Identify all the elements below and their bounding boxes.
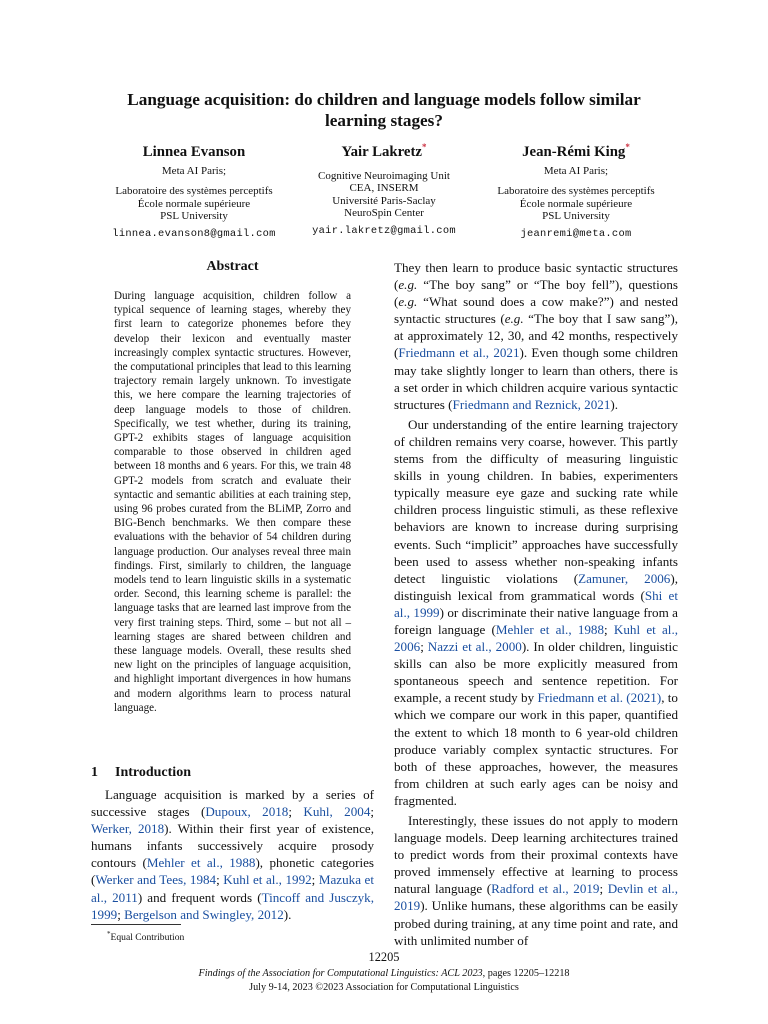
footnote	[107, 928, 184, 944]
text-run: “The boy that I saw sang”), at approximately 12, 30, and 42 months, respectively (	[394, 311, 678, 361]
title-line-1: Language acquisition: do children and language models follow similar	[127, 90, 641, 109]
equal-contribution-mark[interactable]: *	[625, 142, 630, 153]
text-run: ;	[604, 621, 614, 637]
italic-text: e.g.	[398, 277, 418, 293]
author-name: Yair Lakretz*	[341, 142, 427, 160]
citation-link[interactable]: Radford et al., 2019	[491, 881, 600, 897]
text-run: , to which we compare our work in this paper, quantified the extent to which 18 month to 6 year-old children produce variably complex syntactic structures. For both of these approaches, however, the measures from children at such early ages can be noisy and fragmented.	[394, 690, 678, 808]
paragraph	[394, 416, 678, 809]
section-heading-introduction	[91, 764, 191, 781]
text-run: “The boy sang” or “The boy fell”), questions (	[394, 277, 678, 310]
equal-contribution-mark[interactable]: *	[421, 142, 427, 153]
citation-link[interactable]: Kuhl et al., 1992	[223, 872, 312, 888]
author-affiliation: NeuroSpin Center	[344, 206, 424, 219]
abstract-text: During language acquisition, children follow a typical sequence of learning stages, whereby they first learn to categorize phonemes before they develop their lexicon and eventually master increasingly complex syntactic structures. However, the computational principles that lead to this learning trajectory remain largely unknown. To investigate this, we here compare the learning trajectories of deep language models to those of children. Specifically, we test whether, during its training, GPT-2 exhibits stages of language acquisition comparable to those observed in children aged between 18 months and 6 years. For this, we train 48 GPT-2 models from scratch and evaluate their syntactic and semantic abilities at each training step, using 96 probes curated from the BLiMP, Zorro and BIG-Bench benchmarks. We then compare these evaluations with the behavior of 54 children during language production. Our analyses reveal three main findings. First, similarly to children, the language models tend to learn linguistic skills in a systematic order. Second, this learning scheme is parallel: the language tasks that are learned last improve from the very first training steps. Third, some – but not all – learning stages are shared between children and these language models. Overall, these results shed new light on the principles of language acquisition, and highlight important divergences in how humans and modern algorithms learn to process natural language.	[114, 290, 351, 714]
text-run: ), phonetic categories (	[91, 855, 374, 888]
citation-link[interactable]: Friedmann and Reznick, 2021	[452, 396, 611, 412]
footnote-text: Equal Contribution	[110, 932, 185, 944]
author-block-3	[461, 143, 691, 240]
citation-link[interactable]: Friedmann et al. (2021)	[537, 690, 662, 706]
text-run: ).	[283, 906, 292, 922]
author-affiliation: PSL University	[542, 209, 610, 222]
text-run: ;	[117, 906, 125, 922]
text-run: They then learn to produce basic syntactic structures (	[394, 260, 678, 293]
text-run: ). Even though some children may take slightly longer to learn than others, there is a set order in which children acquire various syntactic structures (	[394, 345, 678, 412]
citation-link[interactable]: Werker and Tees, 1984	[95, 872, 217, 888]
right-column-text	[394, 259, 678, 952]
text-run: ) and frequent words (	[137, 889, 262, 905]
author-affiliation: Laboratoire des systèmes perceptifs	[497, 185, 655, 198]
citation-link[interactable]: Bergelson and Swingley, 2012	[124, 906, 284, 922]
author-email-link[interactable]: jeanremi@meta.com	[520, 228, 632, 241]
author-name: Linnea Evanson	[142, 144, 246, 160]
citation-link[interactable]: Zamuner, 2006	[578, 570, 671, 586]
text-run: ;	[288, 804, 304, 820]
text-run: Interestingly, these issues do not apply to modern language models. Deep learning architectures trained to predict words from their proximal contexts have proved immensely effective at learning to process natural language (	[394, 813, 678, 897]
paper-title	[0, 89, 768, 131]
citation-link[interactable]: Mehler et al., 1988	[146, 855, 256, 871]
section-title: Introduction	[115, 765, 191, 780]
author-affiliation: École normale supérieure	[519, 197, 633, 210]
citation-link[interactable]: Mehler et al., 1988	[495, 621, 605, 637]
footnote-rule	[91, 924, 181, 925]
citation-link[interactable]: Dupoux, 2018	[205, 804, 289, 820]
citation-link[interactable]: Werker, 2018	[91, 821, 165, 837]
citation-link[interactable]: Mazuka et al., 2011	[91, 872, 374, 905]
italic-text: e.g.	[398, 294, 418, 310]
page-number: 12205	[368, 950, 400, 964]
paragraph	[394, 812, 678, 949]
author-affiliation: CEA, INSERM	[349, 182, 419, 195]
citation-link[interactable]: Kuhl, 2004	[303, 804, 371, 820]
footer-venue-line	[0, 967, 768, 980]
text-run: ;	[216, 872, 224, 888]
citation-link[interactable]: Devlin et al., 2019	[394, 881, 678, 914]
citation-link[interactable]: Kuhl et al., 2006	[394, 621, 678, 655]
citation-link[interactable]: Nazzi et al., 2000	[427, 639, 522, 655]
section-number: 1	[91, 765, 98, 780]
author-affiliation: Meta AI Paris;	[543, 165, 609, 177]
text-run: ) or discriminate their native language from a foreign language (	[394, 604, 678, 637]
paragraph	[91, 786, 374, 923]
author-email-link[interactable]: linnea.evanson8@gmail.com	[112, 228, 276, 241]
text-run: ;	[420, 639, 428, 655]
paragraph	[394, 259, 678, 413]
author-affiliation: Université Paris-Saclay	[332, 194, 436, 207]
text-run: ).	[610, 396, 619, 412]
footnote-mark: *	[107, 930, 111, 938]
author-affiliation: Cognitive Neuroimaging Unit	[318, 170, 450, 182]
author-name: Jean-Rémi King*	[522, 142, 630, 160]
text-run: ;	[311, 872, 319, 888]
introduction-left-column	[91, 786, 374, 923]
author-email-link[interactable]: yair.lakretz@gmail.com	[312, 225, 456, 238]
citation-link[interactable]: Tincoff and Jusczyk, 1999	[91, 889, 374, 922]
citation-link[interactable]: Shi et al., 1999	[394, 587, 678, 620]
author-affiliation: Meta AI Paris;	[161, 165, 227, 177]
author-affiliation: Laboratoire des systèmes perceptifs	[115, 185, 273, 198]
citation-link[interactable]: Friedmann et al., 2021	[398, 345, 520, 361]
text-run: ). Unlike humans, these algorithms can be easily probed during training, at any time point and rate, and with unlimited number of	[394, 898, 678, 948]
author-affiliation: PSL University	[160, 209, 228, 222]
footer-date-line: July 9-14, 2023 ©2023 Association for Computational Linguistics	[249, 982, 519, 993]
text-run: ;	[599, 881, 608, 897]
italic-text: e.g.	[504, 311, 524, 327]
text-run: ), distinguish lexical from grammatical words (	[394, 570, 678, 603]
author-affiliation: École normale supérieure	[137, 197, 251, 210]
abstract-heading: Abstract	[206, 259, 259, 274]
footer-pages: , pages 12205–12218	[482, 968, 570, 979]
footer-venue: Findings of the Association for Computational Linguistics: ACL 2023	[198, 968, 483, 979]
text-run: ). Within their first year of existence, humans infants successively acquire prosody contours (	[91, 821, 374, 871]
title-line-2: learning stages?	[325, 111, 443, 130]
text-run: Our understanding of the entire learning trajectory of children remains very coarse, however. This partly stems from the difficulty of measuring linguistic skills in young children. In babies, experimenters typically measure eye gaze and sucking rate while children process linguistic stimuli, as these reflexive behaviors are known to increase during surprising events. Such “implicit” approaches have successfully been used to assess whether non-speaking infants detect linguistic violations (	[394, 416, 678, 586]
text-run: ). In older children, linguistic skills can also be more explicitly measured from spontaneous speech and sentence repetition. For example, a recent study by	[394, 639, 678, 706]
text-run: ;	[370, 804, 375, 820]
text-run: “What sound does a cow make?”) and nested syntactic structures (	[394, 294, 678, 327]
text-run: Language acquisition is marked by a series of successive stages (	[91, 787, 374, 820]
